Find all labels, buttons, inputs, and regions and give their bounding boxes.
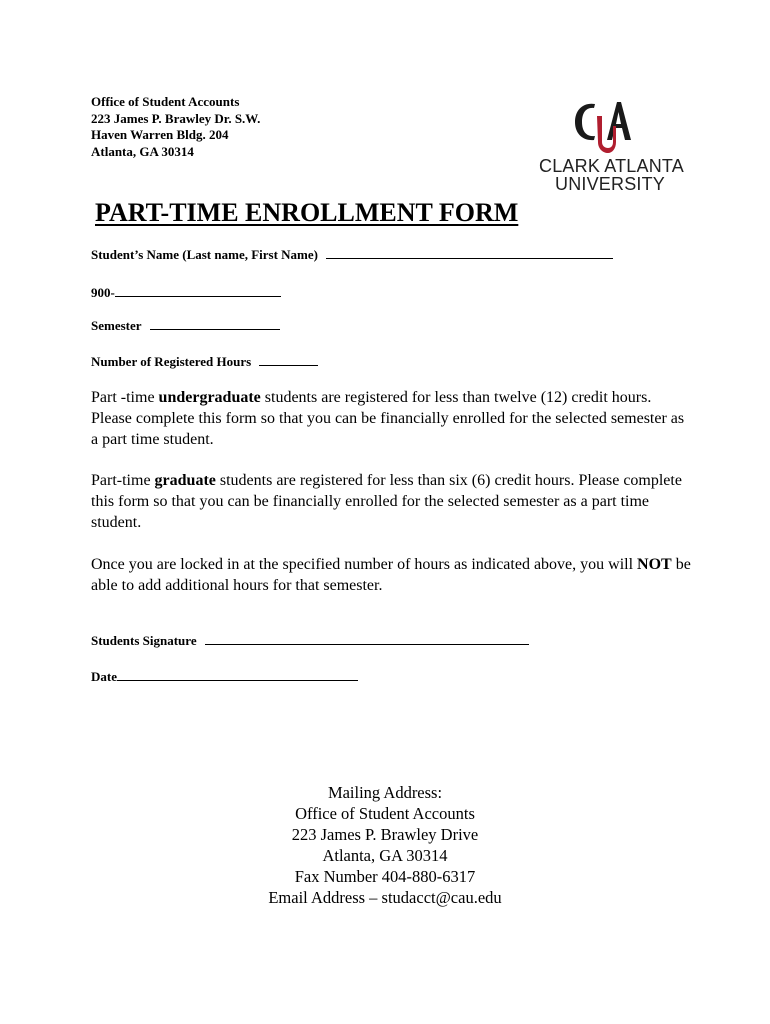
undergraduate-paragraph bbox=[91, 387, 691, 450]
university-logo bbox=[533, 96, 684, 198]
p2-text-a: Part-time bbox=[91, 472, 155, 489]
p2-text-b: students are registered for less than six (6) credit hours. Please complete this form so that you can be financially enrolled for the selected semester as a part time student. bbox=[91, 472, 682, 531]
student-name-field bbox=[91, 246, 613, 263]
hours-label: Number of Registered Hours bbox=[91, 354, 252, 369]
mailing-line3: Atlanta, GA 30314 bbox=[322, 846, 448, 865]
signature-field bbox=[91, 632, 529, 649]
mailing-line2: 223 James P. Brawley Drive bbox=[291, 825, 479, 844]
p1-text-b: students are registered for less than twelve (12) credit hours. Please complete this form so that you can be financially enrolled for the selected semester as a part time student. bbox=[91, 389, 685, 448]
graduate-paragraph bbox=[91, 470, 691, 533]
mailing-fax: Fax Number 404-880-6317 bbox=[294, 867, 476, 886]
semester-label: Semester bbox=[91, 318, 142, 333]
student-name-label: Student’s Name (Last name, First Name) bbox=[91, 247, 318, 262]
hours-line[interactable] bbox=[259, 353, 318, 366]
p1-text-a: Part -time bbox=[91, 389, 159, 406]
office-address-line1: Office of Student Accounts bbox=[91, 94, 240, 109]
date-line[interactable] bbox=[117, 668, 358, 681]
student-id-field bbox=[91, 284, 281, 301]
semester-field bbox=[91, 317, 280, 334]
p3-text-a: Once you are locked in at the specified number of hours as indicated above, you will bbox=[91, 556, 638, 573]
office-address-line2: 223 James P. Brawley Dr. S.W. bbox=[91, 110, 261, 126]
student-id-line[interactable] bbox=[115, 284, 281, 297]
mailing-heading: Mailing Address: bbox=[327, 783, 443, 802]
signature-label: Students Signature bbox=[91, 633, 197, 648]
cau-monogram-icon bbox=[571, 96, 633, 156]
mailing-line1: Office of Student Accounts bbox=[295, 804, 475, 823]
p2-bold: graduate bbox=[154, 472, 216, 489]
office-address bbox=[91, 94, 260, 160]
signature-line[interactable] bbox=[205, 632, 529, 645]
student-id-label: 900- bbox=[91, 285, 115, 300]
p3-bold: NOT bbox=[637, 556, 672, 573]
office-address-line3: Haven Warren Bldg. 204 bbox=[91, 127, 229, 142]
p1-bold: undergraduate bbox=[158, 389, 261, 406]
date-field bbox=[91, 668, 358, 685]
student-name-line[interactable] bbox=[326, 246, 613, 259]
mailing-email: Email Address – studacct@cau.edu bbox=[268, 888, 502, 907]
hours-field bbox=[91, 353, 318, 370]
form-title: PART-TIME ENROLLMENT FORM bbox=[95, 198, 519, 227]
p3-text-b: be able to add additional hours for that semester. bbox=[91, 556, 691, 594]
logo-name-line2: UNIVERSITY bbox=[555, 174, 666, 194]
logo-name-line1: CLARK ATLANTA bbox=[539, 156, 684, 176]
office-address-line4: Atlanta, GA 30314 bbox=[91, 143, 194, 159]
semester-line[interactable] bbox=[150, 317, 280, 330]
date-label: Date bbox=[91, 669, 117, 684]
mailing-address bbox=[0, 782, 770, 908]
lock-in-paragraph bbox=[91, 554, 691, 596]
